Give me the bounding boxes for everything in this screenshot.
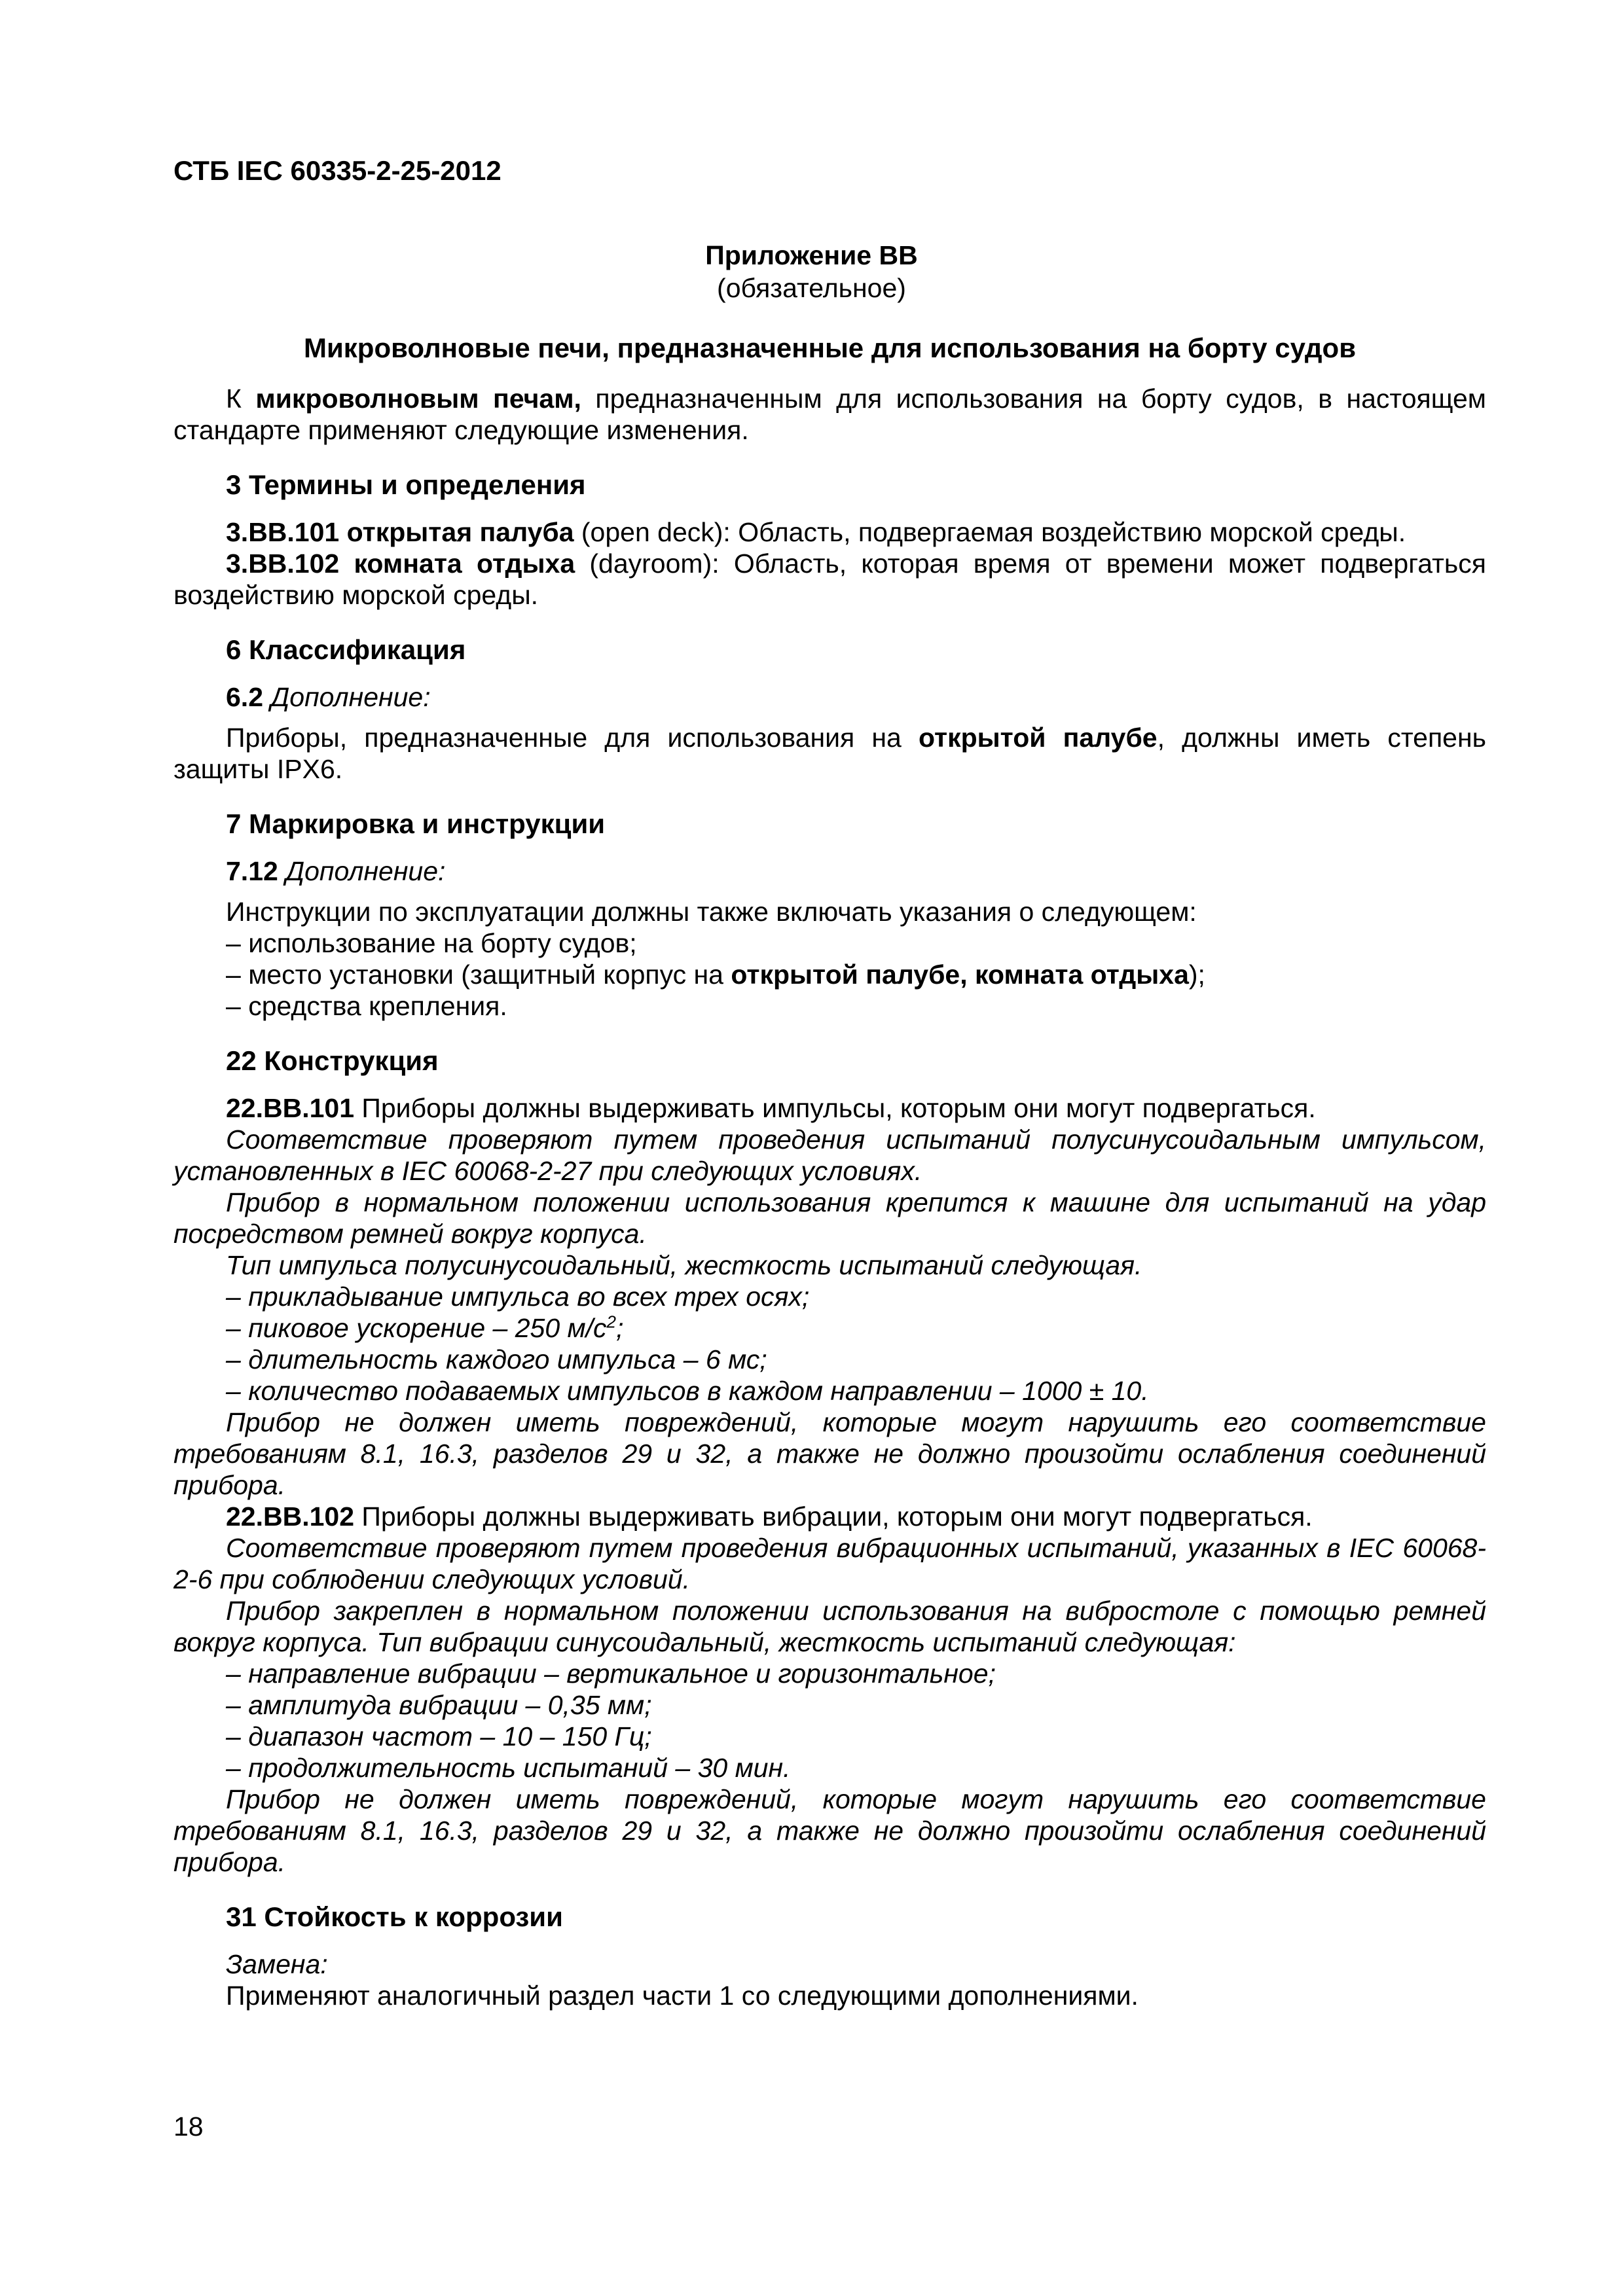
test-condition-item: – амплитуда вибрации – 0,35 мм; [226,1690,652,1720]
instructions-item: – использование на борту судов; [226,928,637,958]
compliance-text: Прибор закреплен в нормальном положении использования на вибростоле с помощью ремней вокруг корпуса. Тип вибрации синусоидальный, жесткость испытаний следующая: [173,1596,1486,1657]
term-3bb102: 3.ВВ.102 комната отдыха (dayroom): Область, которая время от времени может подвергаться воздействию морской среды. [173,548,1486,610]
clause-22bb101: 22.ВВ.101 Приборы должны выдерживать импульсы, которым они могут подвергаться. [226,1093,1316,1123]
section-31-title: 31 Стойкость к коррозии [226,1901,563,1932]
test-condition-item: – количество подаваемых импульсов в каждом направлении – 1000 ± 10. [226,1376,1149,1406]
compliance-text: Соответствие проверяют путем проведения испытаний полусинусоидальным импульсом, установленных в IEC 60068-2-27 при следующих условиях. [173,1124,1486,1186]
test-condition-item: – направление вибрации – вертикальное и горизонтальное; [226,1659,996,1689]
term-3bb101: 3.ВВ.101 открытая палуба (open deck): Область, подвергаемая воздействию морской среды. [226,517,1406,547]
section-3-title: 3 Термины и определения [226,469,586,500]
test-condition-item: – диапазон частот – 10 – 150 Гц; [226,1721,652,1751]
section-22-title: 22 Конструкция [226,1045,439,1076]
test-condition-item: – длительность каждого импульса – 6 мс; [226,1344,767,1374]
annex-status: (обязательное) [717,273,906,303]
instructions-intro: Инструкции по эксплуатации должны также включать указания о следующем: [226,897,1197,927]
clause-6-2: 6.2 Дополнение: [226,682,431,712]
section-7-title: 7 Маркировка и инструкции [226,808,606,839]
compliance-text: Тип импульса полусинусоидальный, жесткость испытаний следующая. [226,1250,1142,1280]
test-condition-item: – пиковое ускорение – 250 $м/с^2$; [226,1312,624,1343]
document-body [173,383,1486,2011]
replacement-label: Замена: [226,1949,328,1979]
page-number: 18 [173,2111,204,2142]
intro-paragraph: К микроволновым печам, предназначенным для использования на борту судов, в настоящем стандарте применяют следующие изменения. [173,384,1486,445]
test-condition-item: – прикладывание импульса во всех трех осях; [226,1282,810,1312]
compliance-text: Прибор не должен иметь повреждений, которые могут нарушить его соответствие требованиям 8.1, 16.3, разделов 29 и 32, а также не должно произойти ослабления соединений прибора. [173,1784,1486,1877]
instructions-item: – место установки (защитный корпус на открытой палубе, комната отдыха); [226,960,1205,990]
test-condition-item: – продолжительность испытаний – 30 мин. [226,1753,791,1783]
standard-code: СТБ IEC 60335-2-25-2012 [173,155,501,186]
clause-22bb102: 22.ВВ.102 Приборы должны выдерживать вибрации, которым они могут подвергаться. [226,1501,1313,1532]
section-6-title: 6 Классификация [226,634,466,665]
annex-title: Приложение ВВ [705,240,918,270]
compliance-text: Прибор в нормальном положении использования крепится к машине для испытаний на удар посредством ремней вокруг корпуса. [173,1187,1486,1249]
classification-text: Приборы, предназначенные для использования на открытой палубе, должны иметь степень защиты IPX6. [173,723,1486,784]
appendix-heading: Микроволновые печи, предназначенные для использования на борту судов [303,332,1357,363]
instructions-item: – средства крепления. [226,991,507,1021]
replacement-text: Применяют аналогичный раздел части 1 со следующими дополнениями. [226,1981,1139,2011]
compliance-text: Прибор не должен иметь повреждений, которые могут нарушить его соответствие требованиям 8.1, 16.3, разделов 29 и 32, а также не должно произойти ослабления соединений прибора. [173,1407,1486,1500]
annex-header [0,239,1623,304]
compliance-text: Соответствие проверяют путем проведения вибрационных испытаний, указанных в IEC 60068-2-6 при соблюдении следующих условий. [173,1533,1486,1594]
clause-7-12: 7.12 Дополнение: [226,856,446,886]
